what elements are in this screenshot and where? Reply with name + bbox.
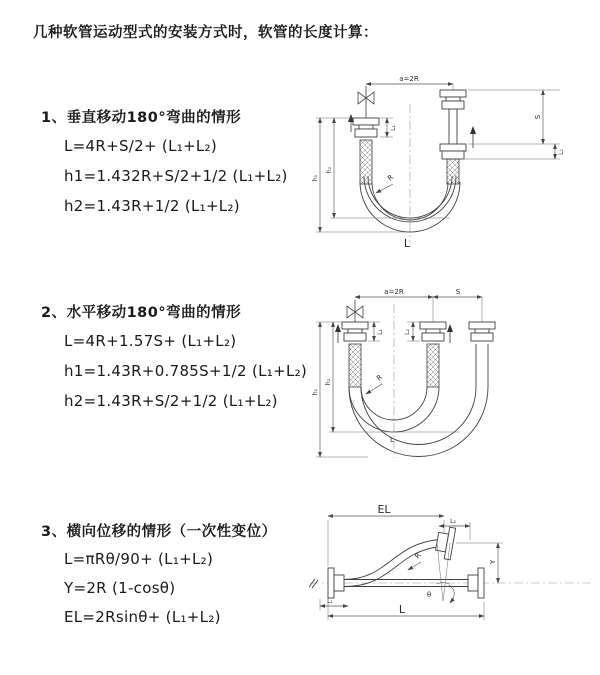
section-1-formula-h1: h1=1.432R+S/2+1/2 (L₁+L₂) [64,167,288,185]
left-pipe-fitting [353,118,379,184]
length-label: L [403,237,411,250]
section-1-formula-L: L=4R+S/2+ (L₁+L₂) [64,137,218,155]
dim-label-l2: L₂ [558,149,565,155]
valve-icon [347,300,363,322]
dimension-l2 [404,322,420,341]
section-1-formula-h2: h2=1.43R+1/2 (L₁+L₂) [64,197,240,215]
section-2-formula-h1: h1=1.43R+0.785S+1/2 (L₁+L₂) [64,362,308,380]
dim-label-h2: h₂ [326,166,333,174]
dimension-l1 [368,322,384,341]
hose-u-bend [349,344,488,457]
dimension-length [328,602,484,620]
section-1-heading: 1、垂直移动180°弯曲的情形 [41,110,242,126]
section-2-heading: 2、水平移动180°弯曲的情形 [41,305,242,321]
section-3-heading: 3、横向位移的情形（一次性变位） [41,524,277,540]
section-2-formula-L: L=4R+1.57S+ (L₁+L₂) [64,332,237,350]
dim-label-h2: h₂ [325,378,332,386]
dim-label-s: S [455,288,461,296]
dim-label-l1: L₁ [390,125,397,131]
braided-hose-section [447,159,459,184]
break-mark [309,579,318,588]
section-3-formula-L: L=πRθ/90+ (L₁+L₂) [64,550,214,568]
radius-callout [366,373,384,394]
dim-label-l1: L₁ [327,598,333,605]
radius-label: R [386,173,396,183]
page-title: 几种软管运动型式的安装方式时，软管的长度计算： [33,25,378,41]
braided-hose-section [427,344,439,387]
right-pipe-fitting [469,322,495,341]
dim-label-el: EL [377,503,391,516]
diagram-vertical-180-bend [310,70,592,266]
left-flange-fitting [328,568,344,598]
dim-label-a2r: a=2R [384,288,404,296]
up-arrow-icon [447,324,453,343]
dim-label-a2r: a=2R [399,75,419,83]
section-2-formula-h2: h2=1.43R+S/2+1/2 (L₁+L₂) [64,392,278,410]
braided-hose-section [360,140,372,184]
dim-label-h1: h₁ [312,174,319,182]
dim-label-y: Y [489,559,497,565]
section-3-formula-EL: EL=2Rsinθ+ (L₁+L₂) [64,608,221,626]
displaced-flange-fitting [434,526,455,560]
length-label: L [390,436,394,444]
dimension-h1 [312,322,368,457]
dim-label-s: S [534,114,542,120]
diagram-lateral-displacement [298,498,600,646]
dimension-l1 [380,118,397,137]
right-pipe-fitting-upper [440,90,466,144]
valve-icon [358,86,374,118]
radius-callout [376,173,395,193]
radius-label: R [375,373,385,383]
radius-callout [408,551,423,570]
radius-label: R [413,551,423,561]
dimension-stroke-s [433,288,482,297]
right-pipe-fitting-lower [440,144,466,184]
dimension-span [366,75,453,90]
dim-label-h1: h₁ [312,388,319,396]
right-flange-fitting [468,568,484,598]
angle-label: θ [426,591,432,599]
length-label: L [398,603,406,616]
dim-label-l2: L₂ [404,329,411,335]
section-3-formula-Y: Y=2R (1-cosθ) [64,579,176,597]
dimension-el [328,503,444,566]
diagram-horizontal-180-bend [308,282,600,474]
dimension-h2 [326,118,450,218]
dimension-stroke-s [462,90,565,159]
dim-label-l2: L₂ [450,518,456,525]
middle-pipe-fitting [420,322,446,387]
dimension-span [355,288,482,322]
up-arrow-icon [470,126,476,148]
dim-label-l1: L₁ [377,329,384,335]
left-pipe-fitting [342,322,368,387]
dimension-l1 [320,598,348,610]
braided-hose-section [349,344,361,387]
up-arrow-icon [335,324,341,343]
